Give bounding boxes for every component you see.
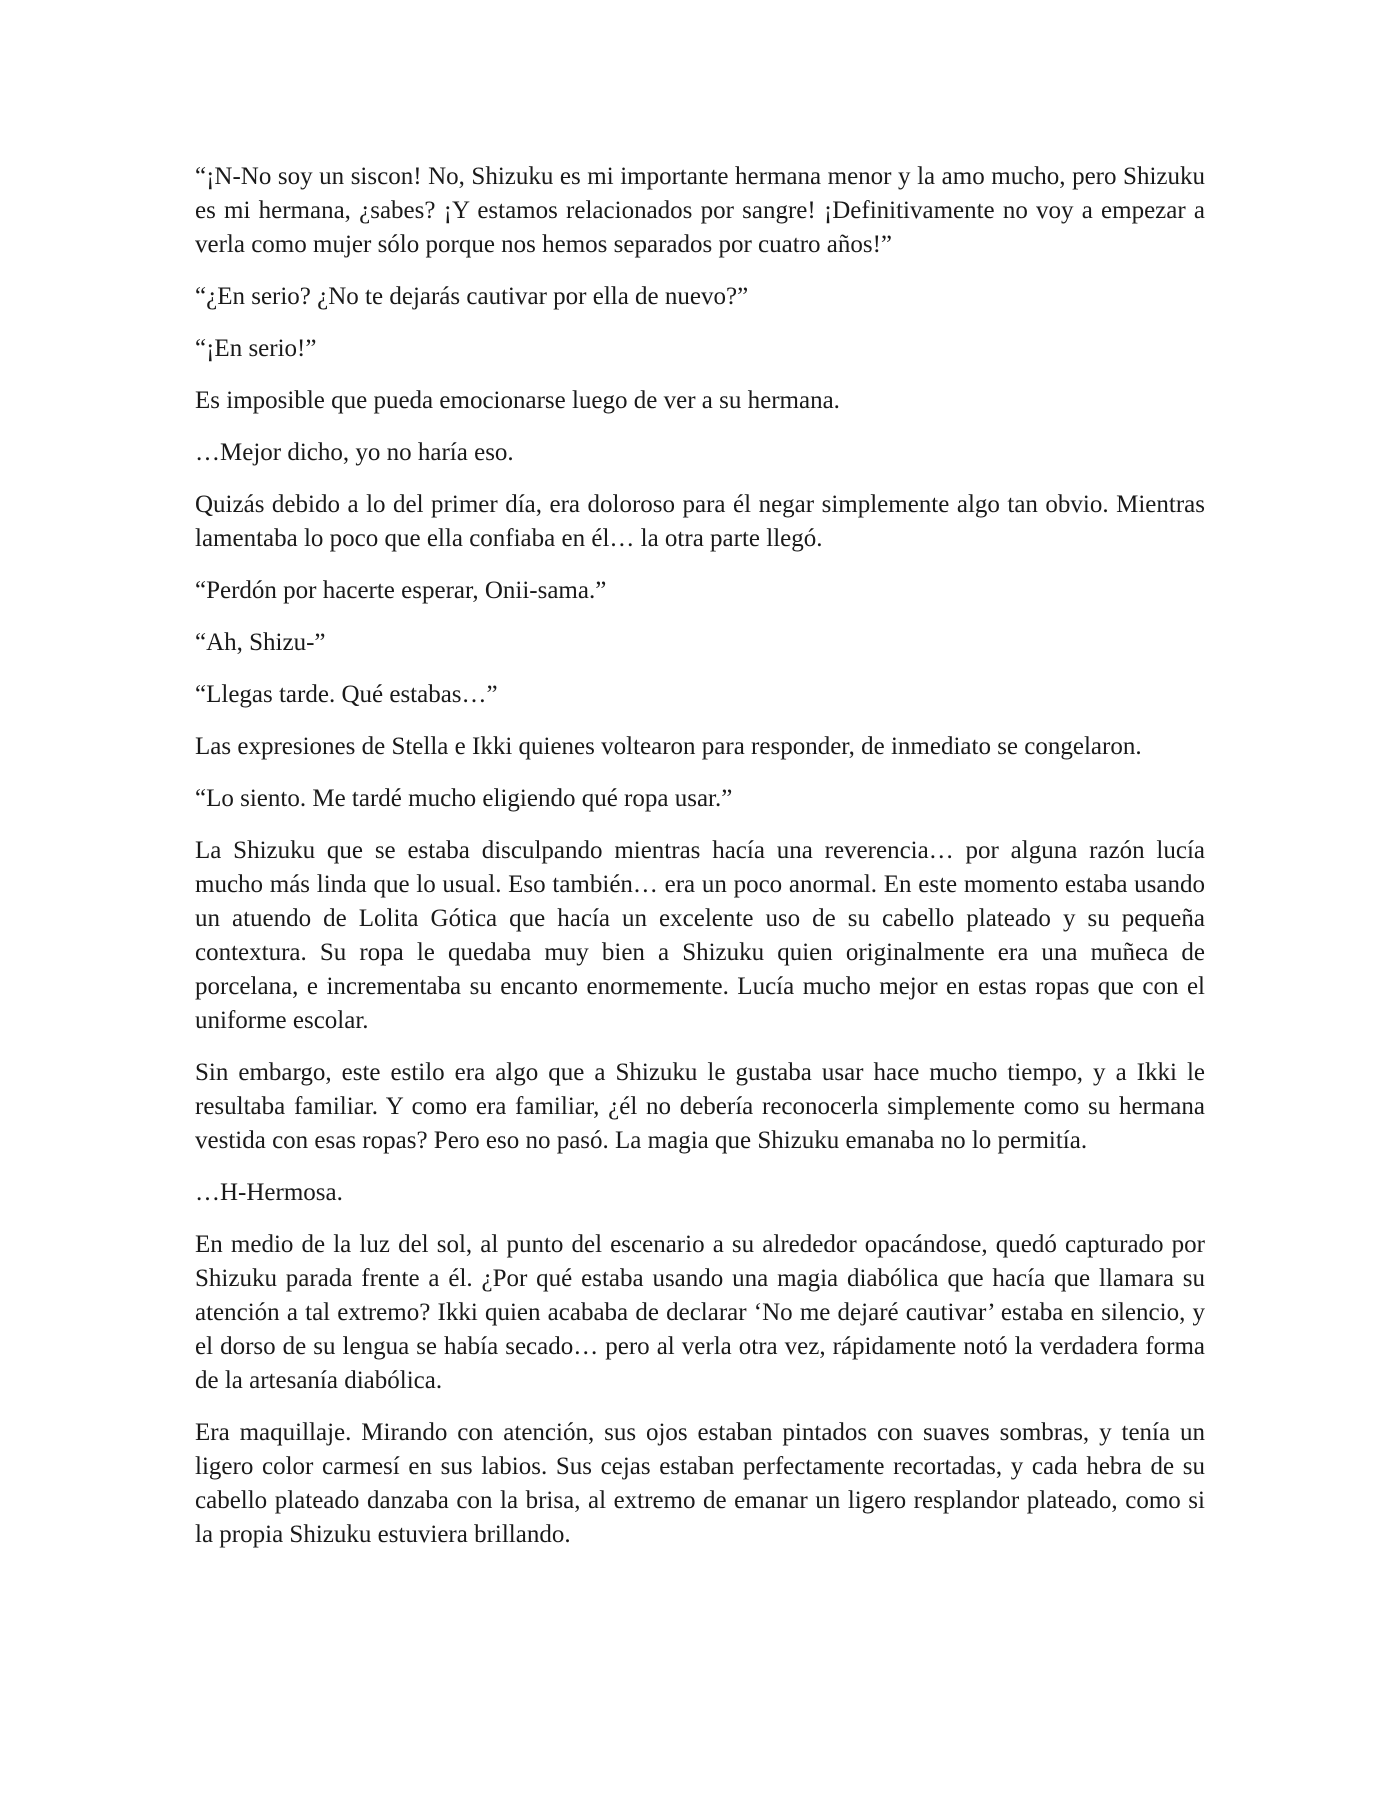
paragraph: “Perdón por hacerte esperar, Onii-sama.” <box>195 577 607 604</box>
paragraph: “Lo siento. Me tardé mucho eligiendo qué ropa usar.” <box>195 785 733 812</box>
paragraph: Las expresiones de Stella e Ikki quienes voltearon para responder, de inmediato se congelaron. <box>195 733 1142 760</box>
document-page <box>195 160 1205 1570</box>
paragraph: Sin embargo, este estilo era algo que a Shizuku le gustaba usar hace mucho tiempo, y a Ikki le resultaba familiar. Y como era familiar, ¿él no debería reconocerla simplemente como su hermana vestida con esas ropas? Pero eso no pasó. La magia que Shizuku emanaba no lo permitía. <box>195 1059 1205 1154</box>
paragraph: …H-Hermosa. <box>195 1179 343 1206</box>
paragraph: “¡En serio!” <box>195 335 317 362</box>
paragraph: Era maquillaje. Mirando con atención, sus ojos estaban pintados con suaves sombras, y tenía un ligero color carmesí en sus labios. Sus cejas estaban perfectamente recortadas, y cada hebra de su cabello plateado danzaba con la brisa, al extremo de emanar un ligero resplandor plateado, como si la propia Shizuku estuviera brillando. <box>195 1419 1205 1548</box>
paragraph: “¿En serio? ¿No te dejarás cautivar por ella de nuevo?” <box>195 283 749 310</box>
paragraph: Quizás debido a lo del primer día, era doloroso para él negar simplemente algo tan obvio. Mientras lamentaba lo poco que ella confiaba en él… la otra parte llegó. <box>195 491 1205 552</box>
paragraph: “Llegas tarde. Qué estabas…” <box>195 681 498 708</box>
paragraph: “¡N-No soy un siscon! No, Shizuku es mi importante hermana menor y la amo mucho, pero Shizuku es mi hermana, ¿sabes? ¡Y estamos relacionados por sangre! ¡Definitivamente no voy a empezar a verla como mujer sólo porque nos hemos separados por cuatro años!” <box>195 163 1205 258</box>
paragraph: Es imposible que pueda emocionarse luego de ver a su hermana. <box>195 387 840 414</box>
paragraph: …Mejor dicho, yo no haría eso. <box>195 439 514 466</box>
paragraph: La Shizuku que se estaba disculpando mientras hacía una reverencia… por alguna razón lucía mucho más linda que lo usual. Eso también… era un poco anormal. En este momento estaba usando un atuendo de Lolita Gótica que hacía un excelente uso de su cabello plateado y su pequeña contextura. Su ropa le quedaba muy bien a Shizuku quien originalmente era una muñeca de porcelana, e incrementaba su encanto enormemente. Lucía mucho mejor en estas ropas que con el uniforme escolar. <box>195 837 1205 1034</box>
paragraph: “Ah, Shizu-” <box>195 629 326 656</box>
paragraph: En medio de la luz del sol, al punto del escenario a su alrededor opacándose, quedó capturado por Shizuku parada frente a él. ¿Por qué estaba usando una magia diabólica que hacía que llamara su atención a tal extremo? Ikki quien acababa de declarar ‘No me dejaré cautivar’ estaba en silencio, y el dorso de su lengua se había secado… pero al verla otra vez, rápidamente notó la verdadera forma de la artesanía diabólica. <box>195 1231 1205 1394</box>
